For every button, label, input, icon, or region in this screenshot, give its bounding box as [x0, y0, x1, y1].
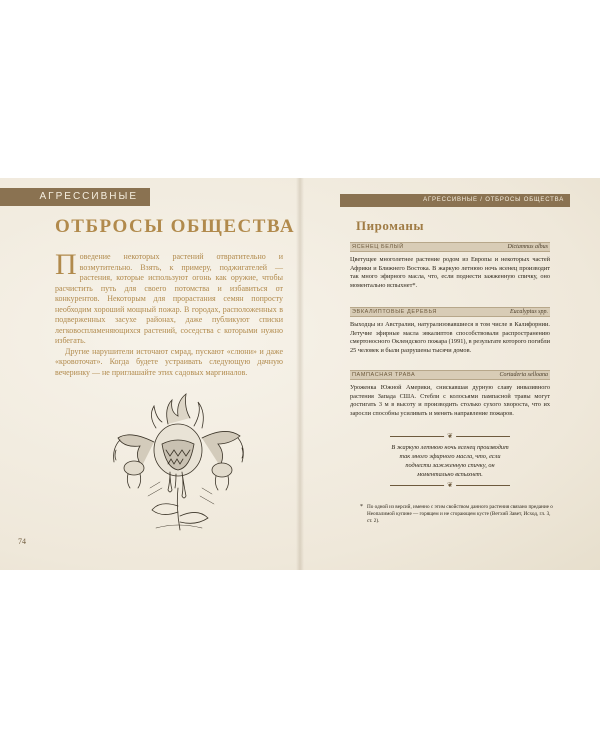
quote-ornament-bottom-icon: ❦: [444, 482, 456, 489]
pull-quote: [390, 432, 510, 489]
plant-header: [350, 307, 550, 317]
page-title-left: ОТБРОСЫ ОБЩЕСТВА: [55, 216, 296, 237]
burning-plant-sketch-icon: [90, 378, 260, 538]
plant-description: Уроженка Южной Америки, снискавшая дурную славу инвазивного растения Запада США. Стебли с колосьями пампасной травы могут достигать 3 м в высоту и производить столько сухого хвороста, что их заросли способны усиливать и менять направление пожаров.: [350, 384, 550, 417]
book-spread: [0, 178, 600, 570]
plant-description: Выходцы из Австралии, натурализовавшиеся в том числе в Калифорнии. Летучие эфирные масла эвкалиптов способствовали распространению смертоносного Оклендского пожара (1991), в результате которого погибли 25 человек и были разрушены тысячи домов.: [350, 321, 550, 354]
plant-name: ЭВКАЛИПТОВЫЕ ДЕРЕВЬЯ: [352, 309, 437, 315]
plant-entry: [350, 307, 550, 355]
plant-entry: [350, 370, 550, 418]
plant-header: [350, 242, 550, 252]
footnote-text: По одной из версий, именно с этим свойством данного растения связано предание о Неопалимой купине — горящем и не сгорающем кусте (Ветхий Завет, Исход, гл. 3, ст. 2).: [367, 504, 553, 524]
section-banner-left: АГРЕССИВНЫЕ: [0, 188, 150, 206]
plant-description: Цветущее многолетнее растение родом из Европы и некоторых частей Африки и Ближнего Востока. В жаркую летнюю ночь ясенец производит так много эфирного масла, что, если поднести зажженную спичку, оно моментально вспыхнет*.: [350, 256, 550, 289]
plant-entry: [350, 242, 550, 290]
section-banner-right: АГРЕССИВНЫЕ / ОТБРОСЫ ОБЩЕСТВА: [340, 194, 570, 207]
intro-text: [55, 248, 283, 378]
quote-ornament-top-icon: ❦: [444, 433, 456, 440]
page-number-left: 74: [18, 537, 26, 546]
plant-header: [350, 370, 550, 380]
footnote: [360, 504, 556, 525]
dropcap: П: [55, 248, 77, 281]
intro-paragraph-1: оведение некоторых растений отвратительно и возмутительно. Взять, к примеру, поджигателей — растения, которые используют огонь как оружие, чтобы расчистить путь для своего потомства и избавиться от конкурентов. Некоторым для прорастания семян попросту необходим хороший мощный пожар. В городах, расположенных в подверженных засухе районах, даже публикуют списки легковоспламеняющихся растений, соседства с которыми нужно избегать.: [55, 252, 283, 345]
intro-paragraph-2: Другие нарушители источают смрад, пускают «слюни» и даже «кровоточат». Когда будете устраивать следующую дачную вечеринку — не приглашайте этих садовых маргиналов.: [55, 346, 283, 377]
pull-quote-text: В жаркую летнюю ночь ясенец производит так много эфирного масла, что, если поднести зажженную спичку, он моментально вспыхнет.: [391, 444, 509, 478]
plant-name: ПАМПАСНАЯ ТРАВА: [352, 372, 416, 378]
plant-name: ЯСЕНЕЦ БЕЛЫЙ: [352, 244, 404, 250]
plant-latin-name: Dictamnus albus: [507, 244, 548, 250]
footnote-mark: *: [360, 504, 363, 510]
page-title-right: Пироманы: [356, 218, 424, 233]
book-gutter: [296, 178, 304, 570]
plant-latin-name: Eucalyptus spp.: [510, 309, 548, 315]
plant-latin-name: Cortaderia selloana: [499, 372, 548, 378]
